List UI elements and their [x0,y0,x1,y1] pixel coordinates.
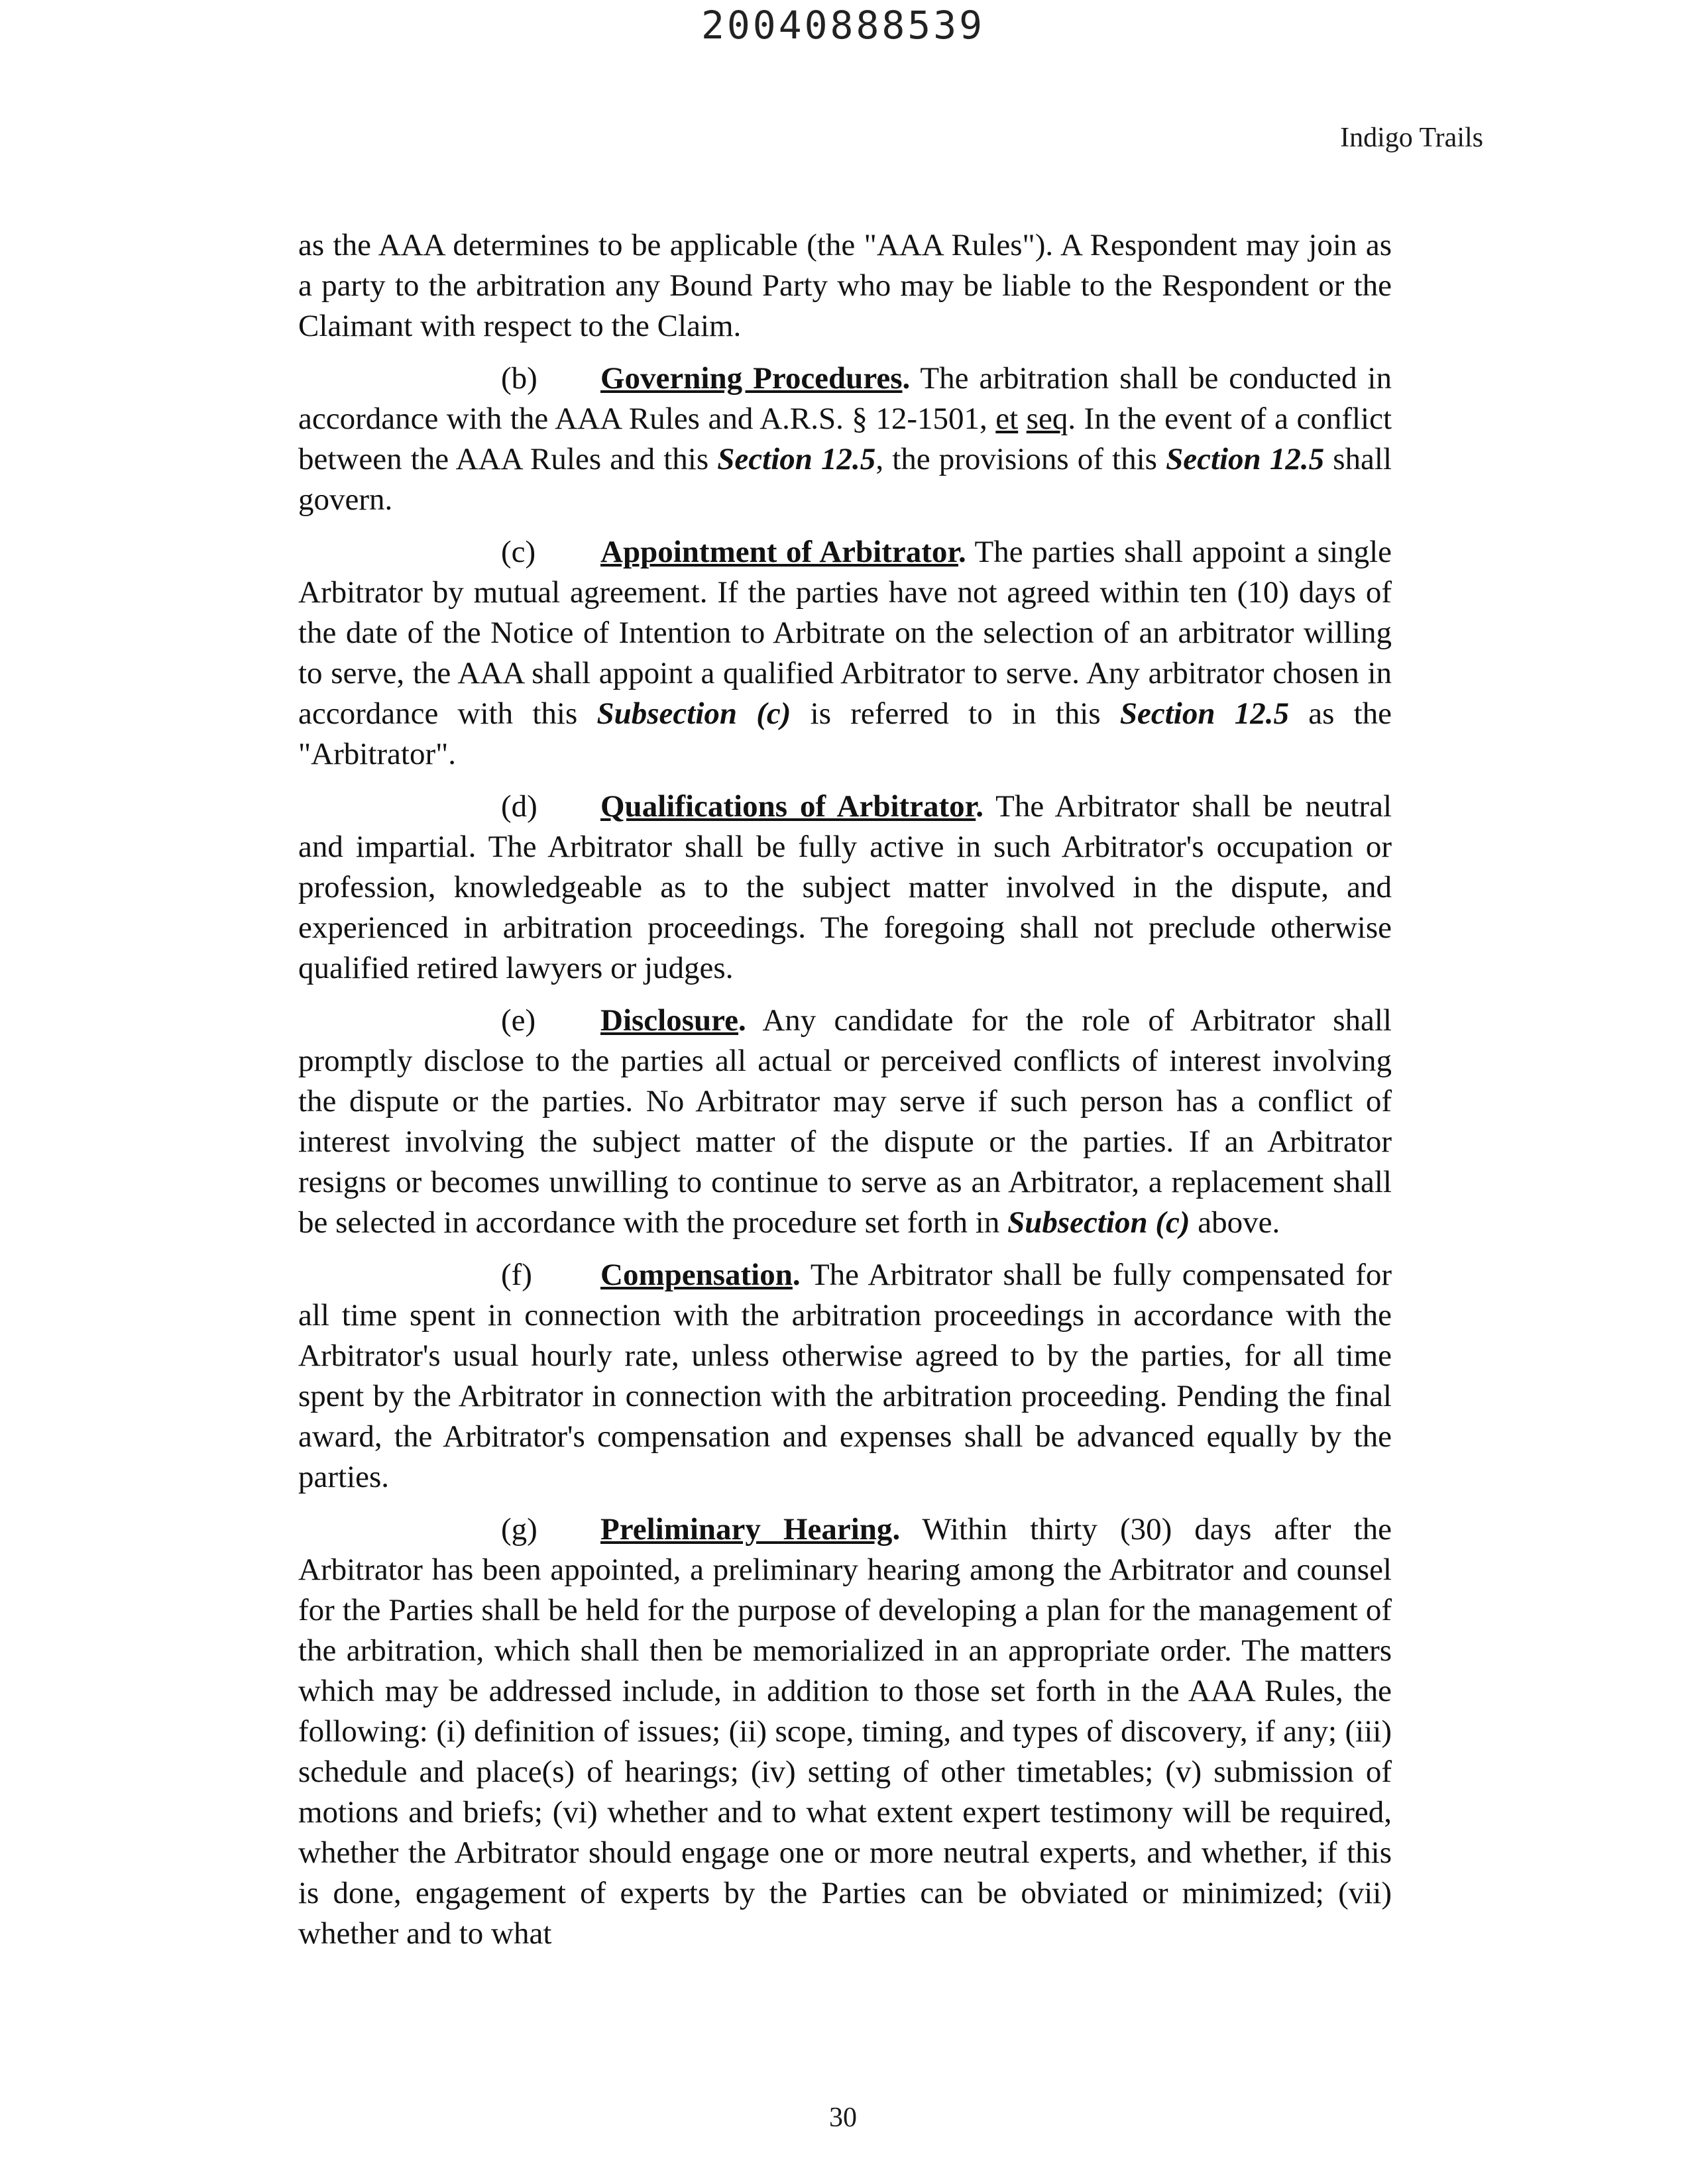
section-text: is referred to in this [791,696,1120,731]
document-number: 20040888539 [701,3,985,48]
section-paragraph: (f) Compensation. The Arbitrator shall be fully compensated for all time spent in connection with the arbitration proceedings in accordance with the Arbitrator's usual hourly rate, unless otherwise agreed to by the parties, for all time spent by the Arbitrator in connection with the arbitration proceeding. Pending the final award, the Arbitrator's compensation and expenses shall be advanced equally by the parties. [298,1255,1392,1498]
section-paragraph: (d) Qualifications of Arbitrator. The Arbitrator shall be neutral and impartial. The Arbitrator shall be fully active in such Arbitrator's occupation or profession, knowledgeable as to the subject matter involved in the dispute, and experienced in arbitration proceedings. The foregoing shall not preclude otherwise qualified retired lawyers or judges. [298,787,1392,989]
section-text: Within thirty (30) days after the Arbitrator has been appointed, a preliminary hearing among the Arbitrator and counsel for the Parties shall be held for the purpose of developing a plan for the management of the arbitration, which shall then be memorialized in an appropriate order. The matters which may be addressed include, in addition to those set forth in the AAA Rules, the following: (i) definition of issues; (ii) scope, timing, and types of discovery, if any; (iii) schedule and place(s) of hearings; (iv) setting of other timetables; (v) submission of motions and briefs; (vi) whether and to what extent expert testimony will be required, whether the Arbitrator should engage one or more neutral experts, and whether, if this is done, engagement of experts by the Parties can be obviated or minimized; (vii) whether and to what [298,1512,1392,1951]
section-marker: (d) [501,789,537,824]
section-text: The Arbitrator shall be fully compensated for all time spent in connection with the arbitration proceedings in accordance with the Arbitrator's usual hourly rate, unless otherwise agreed to by the parties, for all time spent by the Arbitrator in connection with the arbitration proceeding. Pending the final award, the Arbitrator's compensation and expenses shall be advanced equally by the parties. [298,1258,1392,1494]
page-number: 30 [829,2102,857,2133]
cross-reference: Section 12.5 [717,442,876,476]
section-text: . In the event of a conflict between the AAA Rules and this [298,402,1392,476]
section-text: , the provisions of this [875,442,1166,476]
section-paragraph: (c) Appointment of Arbitrator. The parties shall appoint a single Arbitrator by mutual agreement. If the parties have not agreed within ten (10) days of the date of the Notice of Intention to Arbitrate on the selection of an arbitrator willing to serve, the AAA shall appoint a qualified Arbitrator to serve. Any arbitrator chosen in accordance with this Subsection (c) is referred to in this Section 12.5 as the "Arbitrator". [298,532,1392,775]
section-text: Any candidate for the role of Arbitrator shall promptly disclose to the parties all actual or perceived conflicts of interest involving the dispute or the parties. No Arbitrator may serve if such person has a conflict of interest involving the subject matter of the dispute or the parties. If an Arbitrator resigns or becomes unwilling to continue to serve as an Arbitrator, a replacement shall be selected in accordance with the procedure set forth in [298,1003,1392,1240]
section-text [1018,402,1027,436]
section-marker: (c) [501,535,536,569]
underlined-term: et [995,402,1019,436]
running-header: Indigo Trails [1340,123,1483,153]
cross-reference: Section 12.5 [1166,442,1325,476]
cross-reference: Section 12.5 [1119,696,1289,731]
intro-paragraph: as the AAA determines to be applicable (the "AAA Rules"). A Respondent may join as a party to the arbitration any Bound Party who may be liable to the Respondent or the Claimant with respect to the Claim. [298,228,1392,343]
section-text: shall govern. [298,442,1392,517]
cross-reference: Subsection (c) [1007,1205,1190,1240]
section-marker: (f) [501,1258,532,1292]
section-heading: Governing Procedures [600,361,903,396]
section-marker: (b) [501,361,537,396]
section-text: above. [1190,1205,1280,1240]
underlined-term: seq [1026,402,1068,436]
section-paragraph: (b) Governing Procedures. The arbitration shall be conducted in accordance with the AAA Rules and A.R.S. § 12-1501, et seq. In the event of a conflict between the AAA Rules and this Section 12.5, the provisions of this Section 12.5 shall govern. [298,358,1392,520]
document-body [298,225,1392,1966]
section-paragraph: (g) Preliminary Hearing. Within thirty (30) days after the Arbitrator has been appointed, a preliminary hearing among the Arbitrator and counsel for the Parties shall be held for the purpose of developing a plan for the management of the arbitration, which shall then be memorialized in an appropriate order. The matters which may be addressed include, in addition to those set forth in the AAA Rules, the following: (i) definition of issues; (ii) scope, timing, and types of discovery, if any; (iii) schedule and place(s) of hearings; (iv) setting of other timetables; (v) submission of motions and briefs; (vi) whether and to what extent expert testimony will be required, whether the Arbitrator should engage one or more neutral experts, and whether, if this is done, engagement of experts by the Parties can be obviated or minimized; (vii) whether and to what [298,1509,1392,1954]
section-marker: (e) [501,1003,536,1038]
section-paragraph: (e) Disclosure. Any candidate for the role of Arbitrator shall promptly disclose to the parties all actual or perceived conflicts of interest involving the dispute or the parties. No Arbitrator may serve if such person has a conflict of interest involving the subject matter of the dispute or the parties. If an Arbitrator resigns or becomes unwilling to continue to serve as an Arbitrator, a replacement shall be selected in accordance with the procedure set forth in Subsection (c) above. [298,1001,1392,1243]
section-text: The arbitration shall be conducted in accordance with the AAA Rules and A.R.S. § 12-1501, [298,361,1392,436]
section-heading: Qualifications of Arbitrator [600,789,976,824]
section-heading: Compensation [600,1258,793,1292]
section-text: The parties shall appoint a single Arbitrator by mutual agreement. If the parties have not agreed within ten (10) days of the date of the Notice of Intention to Arbitrate on the selection of an arbitrator willing to serve, the AAA shall appoint a qualified Arbitrator to serve. Any arbitrator chosen in accordance with this [298,535,1392,731]
cross-reference: Subsection (c) [596,696,791,731]
sections-container [298,358,1392,1954]
section-marker: (g) [501,1512,537,1547]
section-heading: Disclosure [600,1003,739,1038]
section-heading: Preliminary Hearing [600,1512,893,1547]
section-text: as the "Arbitrator". [298,696,1392,771]
section-heading: Appointment of Arbitrator [600,535,958,569]
section-text: The Arbitrator shall be neutral and impartial. The Arbitrator shall be fully active in such Arbitrator's occupation or profession, knowledgeable as to the subject matter involved in the dispute, and experienced in arbitration proceedings. The foregoing shall not preclude otherwise qualified retired lawyers or judges. [298,789,1392,985]
